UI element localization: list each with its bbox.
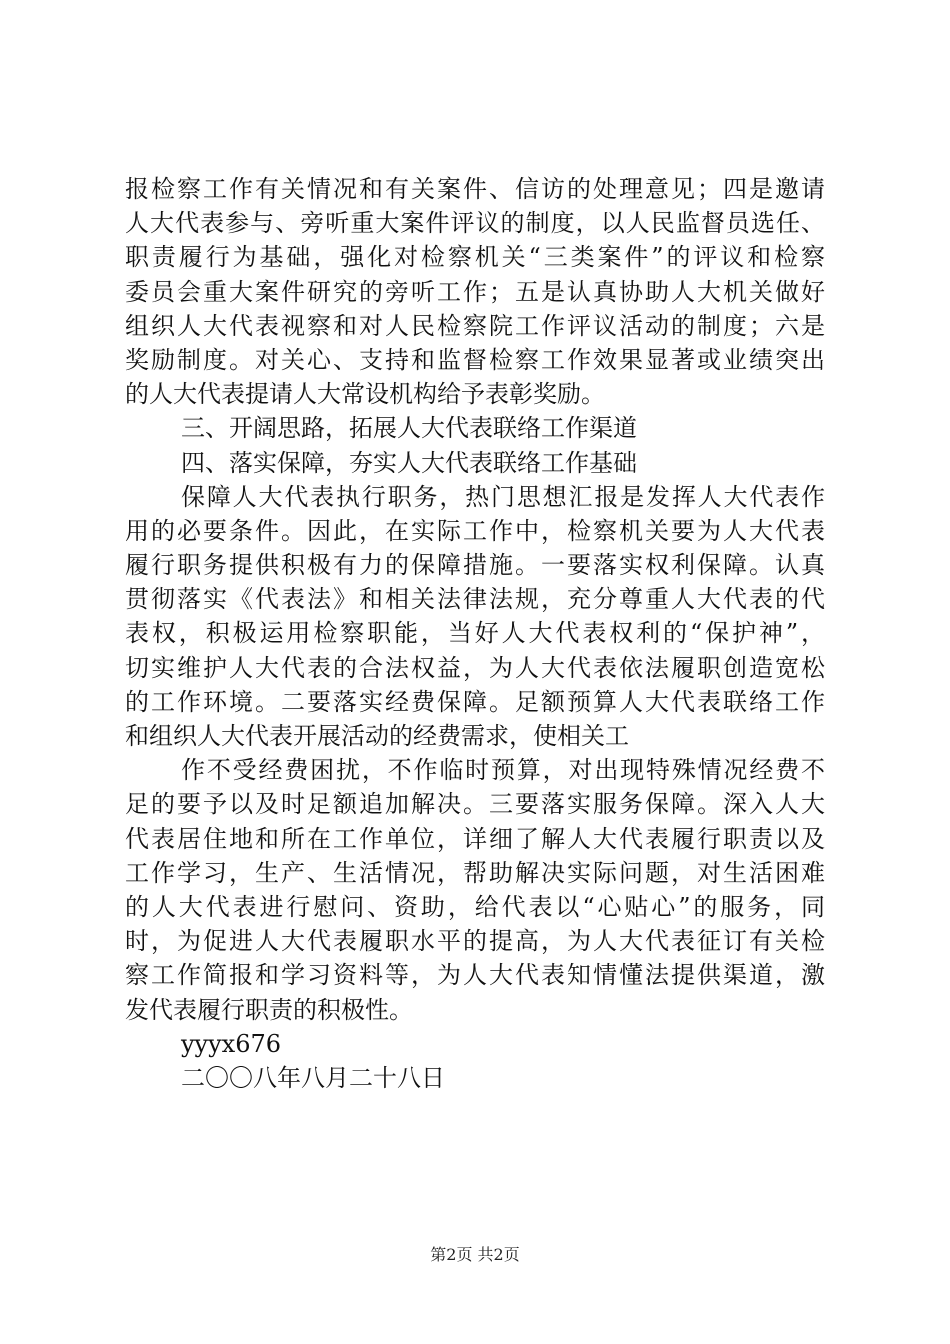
text-line: 时，为促进人大代表履职水平的提高，为人大代表征订有关检 [125,927,825,956]
text-line: 委员会重大案件研究的旁听工作；五是认真协助人大机关做好 [125,277,825,306]
text-line: 职责履行为基础，强化对检察机关“三类案件”的评议和检察 [125,243,825,272]
text-line: 报检察工作有关情况和有关案件、信访的处理意见；四是邀请 [125,175,825,203]
text-line: 足的要予以及时足额追加解决。三要落实服务保障。深入人大 [125,790,825,819]
paragraph-delegate-system [125,172,825,411]
paragraph-guarantee [125,480,825,754]
text-line: 代表居住地和所在工作单位，详细了解人大代表履行职责以及 [125,824,825,853]
text-line: 的人大代表进行慰问、资助，给代表以“心贴心”的服务，同 [125,892,825,921]
text-line: 察工作简报和学习资料等，为人大代表知情懂法提供渠道，激 [125,961,825,990]
text-line: 作不受经费困扰，不作临时预算，对出现特殊情况经费不 [181,756,825,785]
text-line: 的工作环境。二要落实经费保障。足额预算人大代表联络工作 [125,687,825,716]
text-line: 贯彻落实《代表法》和相关法律法规，充分尊重人大代表的代 [125,585,825,614]
signature: yyyx676 [181,1029,282,1058]
document-date: 二〇〇八年八月二十八日 [181,1063,445,1092]
text-line: 用的必要条件。因此，在实际工作中，检察机关要为人大代表 [125,516,825,545]
text-line: 人大代表参与、旁听重大案件评议的制度，以人民监督员选任、 [125,209,825,238]
text-line: 发代表履行职责的积极性。 [125,995,413,1024]
text-line: 表权，积极运用检察职能，当好人大代表权利的“保护神”， [125,619,825,648]
paragraph-service-guarantee [125,753,825,1027]
text-line: 履行职务提供积极有力的保障措施。一要落实权利保障。认真 [125,551,825,580]
section-heading-4: 四、落实保障，夯实人大代表联络工作基础 [181,448,637,477]
document-body [125,172,825,1095]
text-line: 奖励制度。对关心、支持和监督检察工作效果显著或业绩突出 [125,345,825,374]
text-line: 保障人大代表执行职务，热门思想汇报是发挥人大代表作 [181,482,825,511]
text-line: 组织人大代表视察和对人民检察院工作评议活动的制度；六是 [125,311,825,340]
page-number: 第2页 共2页 [430,1245,520,1264]
page-footer [0,1245,950,1265]
text-line: 工作学习，生产、生活情况，帮助解决实际问题，对生活困难 [125,858,825,887]
section-heading-3: 三、开阔思路，拓展人大代表联络工作渠道 [181,414,637,443]
text-line: 切实维护人大代表的合法权益，为人大代表依法履职创造宽松 [125,653,825,682]
text-line: 和组织人大代表开展活动的经费需求，使相关工 [125,722,629,750]
text-line: 的人大代表提请人大常设机构给予表彰奖励。 [125,380,605,409]
